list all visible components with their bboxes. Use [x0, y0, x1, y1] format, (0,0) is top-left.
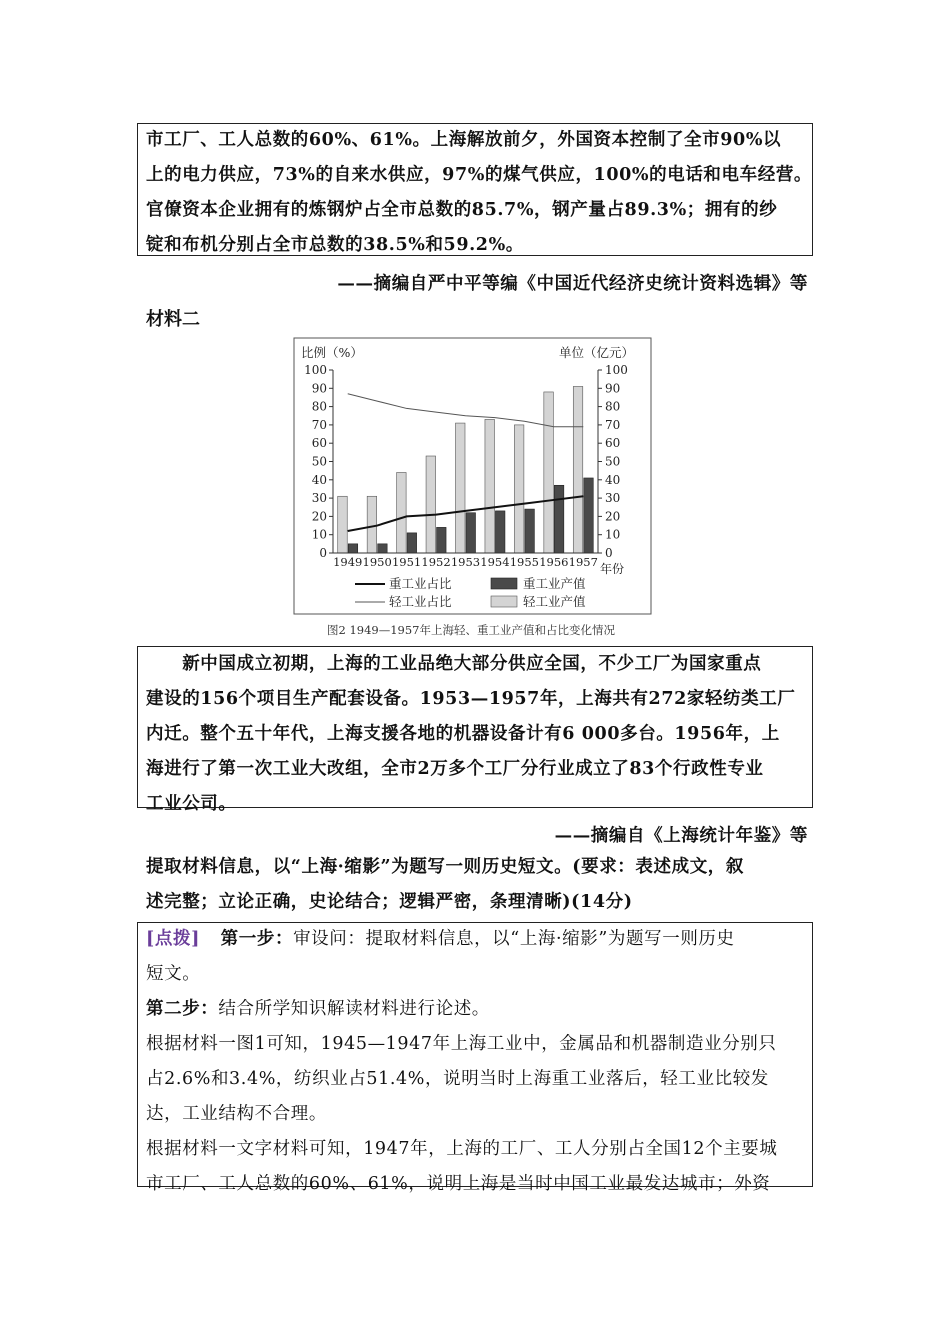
right-tick-label: 70: [605, 417, 621, 432]
right-tick-label: 40: [605, 472, 621, 487]
step2-text: 结合所学知识解读材料进行论述。: [218, 999, 490, 1019]
material2-line: 工业公司。: [146, 794, 237, 814]
x-tick-label: 1950: [362, 555, 392, 569]
left-tick-label: 60: [311, 436, 327, 451]
light-output-bar: [485, 419, 495, 553]
left-tick-label: 50: [311, 454, 327, 469]
left-tick-label: 80: [311, 399, 327, 414]
heavy-output-bar: [437, 527, 447, 553]
right-tick-label: 60: [605, 436, 621, 451]
x-tick-label: 1953: [450, 555, 481, 569]
x-tick-label: 1955: [509, 555, 540, 569]
step2-label: 第二步：: [146, 999, 219, 1019]
left-tick-label: 90: [311, 381, 327, 396]
hint-tag: [点拨]: [146, 929, 200, 949]
heavy-output-bar: [584, 478, 594, 553]
heavy-output-bar: [495, 511, 505, 553]
legend-swatch-light-output: [491, 596, 517, 607]
material2-title: 材料二: [146, 309, 200, 330]
right-tick-label: 30: [605, 491, 621, 506]
light-output-bar: [338, 496, 348, 553]
heavy-output-bar: [378, 544, 388, 553]
right-tick-label: 20: [605, 509, 621, 524]
question-text: [146, 850, 811, 920]
material2-line: 建设的156个项目生产配套设备。1953—1957年，上海共有272家轻纺类工厂: [146, 689, 796, 709]
left-axis-label: 比例（%）: [301, 345, 363, 360]
legend-light-output: 轻工业产值: [523, 594, 586, 609]
x-tick-label: 1956: [539, 555, 569, 569]
hint-line: 占2.6%和3.4%，纺织业占51.4%，说明当时上海重工业落后，轻工业比较发: [146, 1069, 769, 1089]
hint-line: 根据材料一文字材料可知，1947年，上海的工厂、工人分别占全国12个主要城: [146, 1139, 778, 1159]
hint-text: [146, 922, 811, 1202]
light-output-bar: [367, 496, 377, 553]
material2-source: ——摘编自《上海统计年鉴》等: [554, 826, 808, 846]
chart-figure: [293, 337, 653, 642]
question-line: 提取材料信息，以“上海·缩影”为题写一则历史短文。(要求：表述成文，叙: [146, 857, 745, 877]
legend-heavy-share: 重工业占比: [389, 576, 452, 591]
heavy-output-bar: [407, 533, 417, 553]
material1-line: 官僚资本企业拥有的炼钢炉占全市总数的85.7%，钢产量占89.3%；拥有的纱: [146, 200, 778, 220]
legend-swatch-heavy-output: [491, 578, 517, 589]
x-tick-label: 1949: [333, 555, 363, 569]
step1-label: 第一步：: [220, 929, 294, 949]
right-tick-label: 50: [605, 454, 621, 469]
light-output-bar: [544, 392, 554, 553]
hint-line: 市工厂、工人总数的60%、61%，说明上海是当时中国工业最发达城市；外资: [146, 1174, 771, 1194]
step1-continuation: 短文。: [146, 964, 201, 984]
material1-line: 上的电力供应，73%的自来水供应，97%的煤气供应，100%的电话和电车经营。: [146, 165, 813, 185]
chart-frame: [294, 338, 651, 614]
right-tick-label: 80: [605, 399, 621, 414]
heavy-output-bar: [348, 544, 358, 553]
heavy-output-bar: [554, 485, 564, 553]
heavy-output-bar: [525, 509, 535, 553]
legend-heavy-output: 重工业产值: [523, 576, 586, 591]
material2-line: 新中国成立初期，上海的工业品绝大部分供应全国，不少工厂为国家重点: [146, 654, 762, 674]
x-tick-label: 1951: [391, 555, 422, 569]
x-tick-label: 1954: [480, 555, 510, 569]
material2-line: 内迁。整个五十年代，上海支援各地的机器设备计有6 000多台。1956年，上: [146, 724, 780, 744]
material1-line: 市工厂、工人总数的60%、61%。上海解放前夕，外国资本控制了全市90%以: [146, 130, 782, 150]
left-tick-label: 10: [311, 527, 327, 542]
left-tick-label: 20: [311, 509, 327, 524]
right-tick-label: 100: [605, 363, 628, 377]
right-tick-label: 90: [605, 381, 621, 396]
material1-source: ——摘编自严中平等编《中国近代经济史统计资料选辑》等: [337, 274, 808, 294]
x-axis-label: 年份: [600, 562, 625, 576]
material1-line: 锭和布机分别占全市总数的38.5%和59.2%。: [146, 235, 524, 255]
step1-text: 审设问：提取材料信息，以“上海·缩影”为题写一则历史: [293, 929, 735, 949]
chart-caption: 图2 1949—1957年上海轻、重工业产值和占比变化情况: [326, 623, 616, 637]
hint-line: 达，工业结构不合理。: [146, 1104, 327, 1124]
light-output-bar: [426, 456, 436, 553]
right-axis-label: 单位（亿元）: [559, 345, 635, 360]
material2-text: [146, 647, 811, 822]
left-tick-label: 30: [311, 491, 327, 506]
x-tick-label: 1957: [568, 555, 598, 569]
left-tick-label: 40: [311, 472, 327, 487]
heavy-output-bar: [466, 513, 476, 553]
left-tick-label: 100: [304, 363, 327, 377]
right-tick-label: 10: [605, 527, 621, 542]
material2-line: 海进行了第一次工业大改组，全市2万多个工厂分行业成立了83个行政性专业: [146, 759, 764, 779]
left-tick-label: 0: [319, 546, 327, 560]
light-output-bar: [514, 425, 524, 553]
question-line: 述完整；立论正确，史论结合；逻辑严密，条理清晰)(14分): [146, 892, 633, 912]
light-output-bar: [456, 423, 466, 553]
x-tick-label: 1952: [421, 555, 451, 569]
right-tick-label: 0: [605, 546, 613, 560]
light-output-bar: [573, 386, 583, 553]
legend-light-share: 轻工业占比: [389, 594, 452, 609]
left-tick-label: 70: [311, 417, 327, 432]
hint-line: 根据材料一图1可知，1945—1947年上海工业中，金属品和机器制造业分别只: [146, 1034, 777, 1054]
light-output-bar: [397, 472, 407, 553]
material1-text: [146, 123, 811, 263]
